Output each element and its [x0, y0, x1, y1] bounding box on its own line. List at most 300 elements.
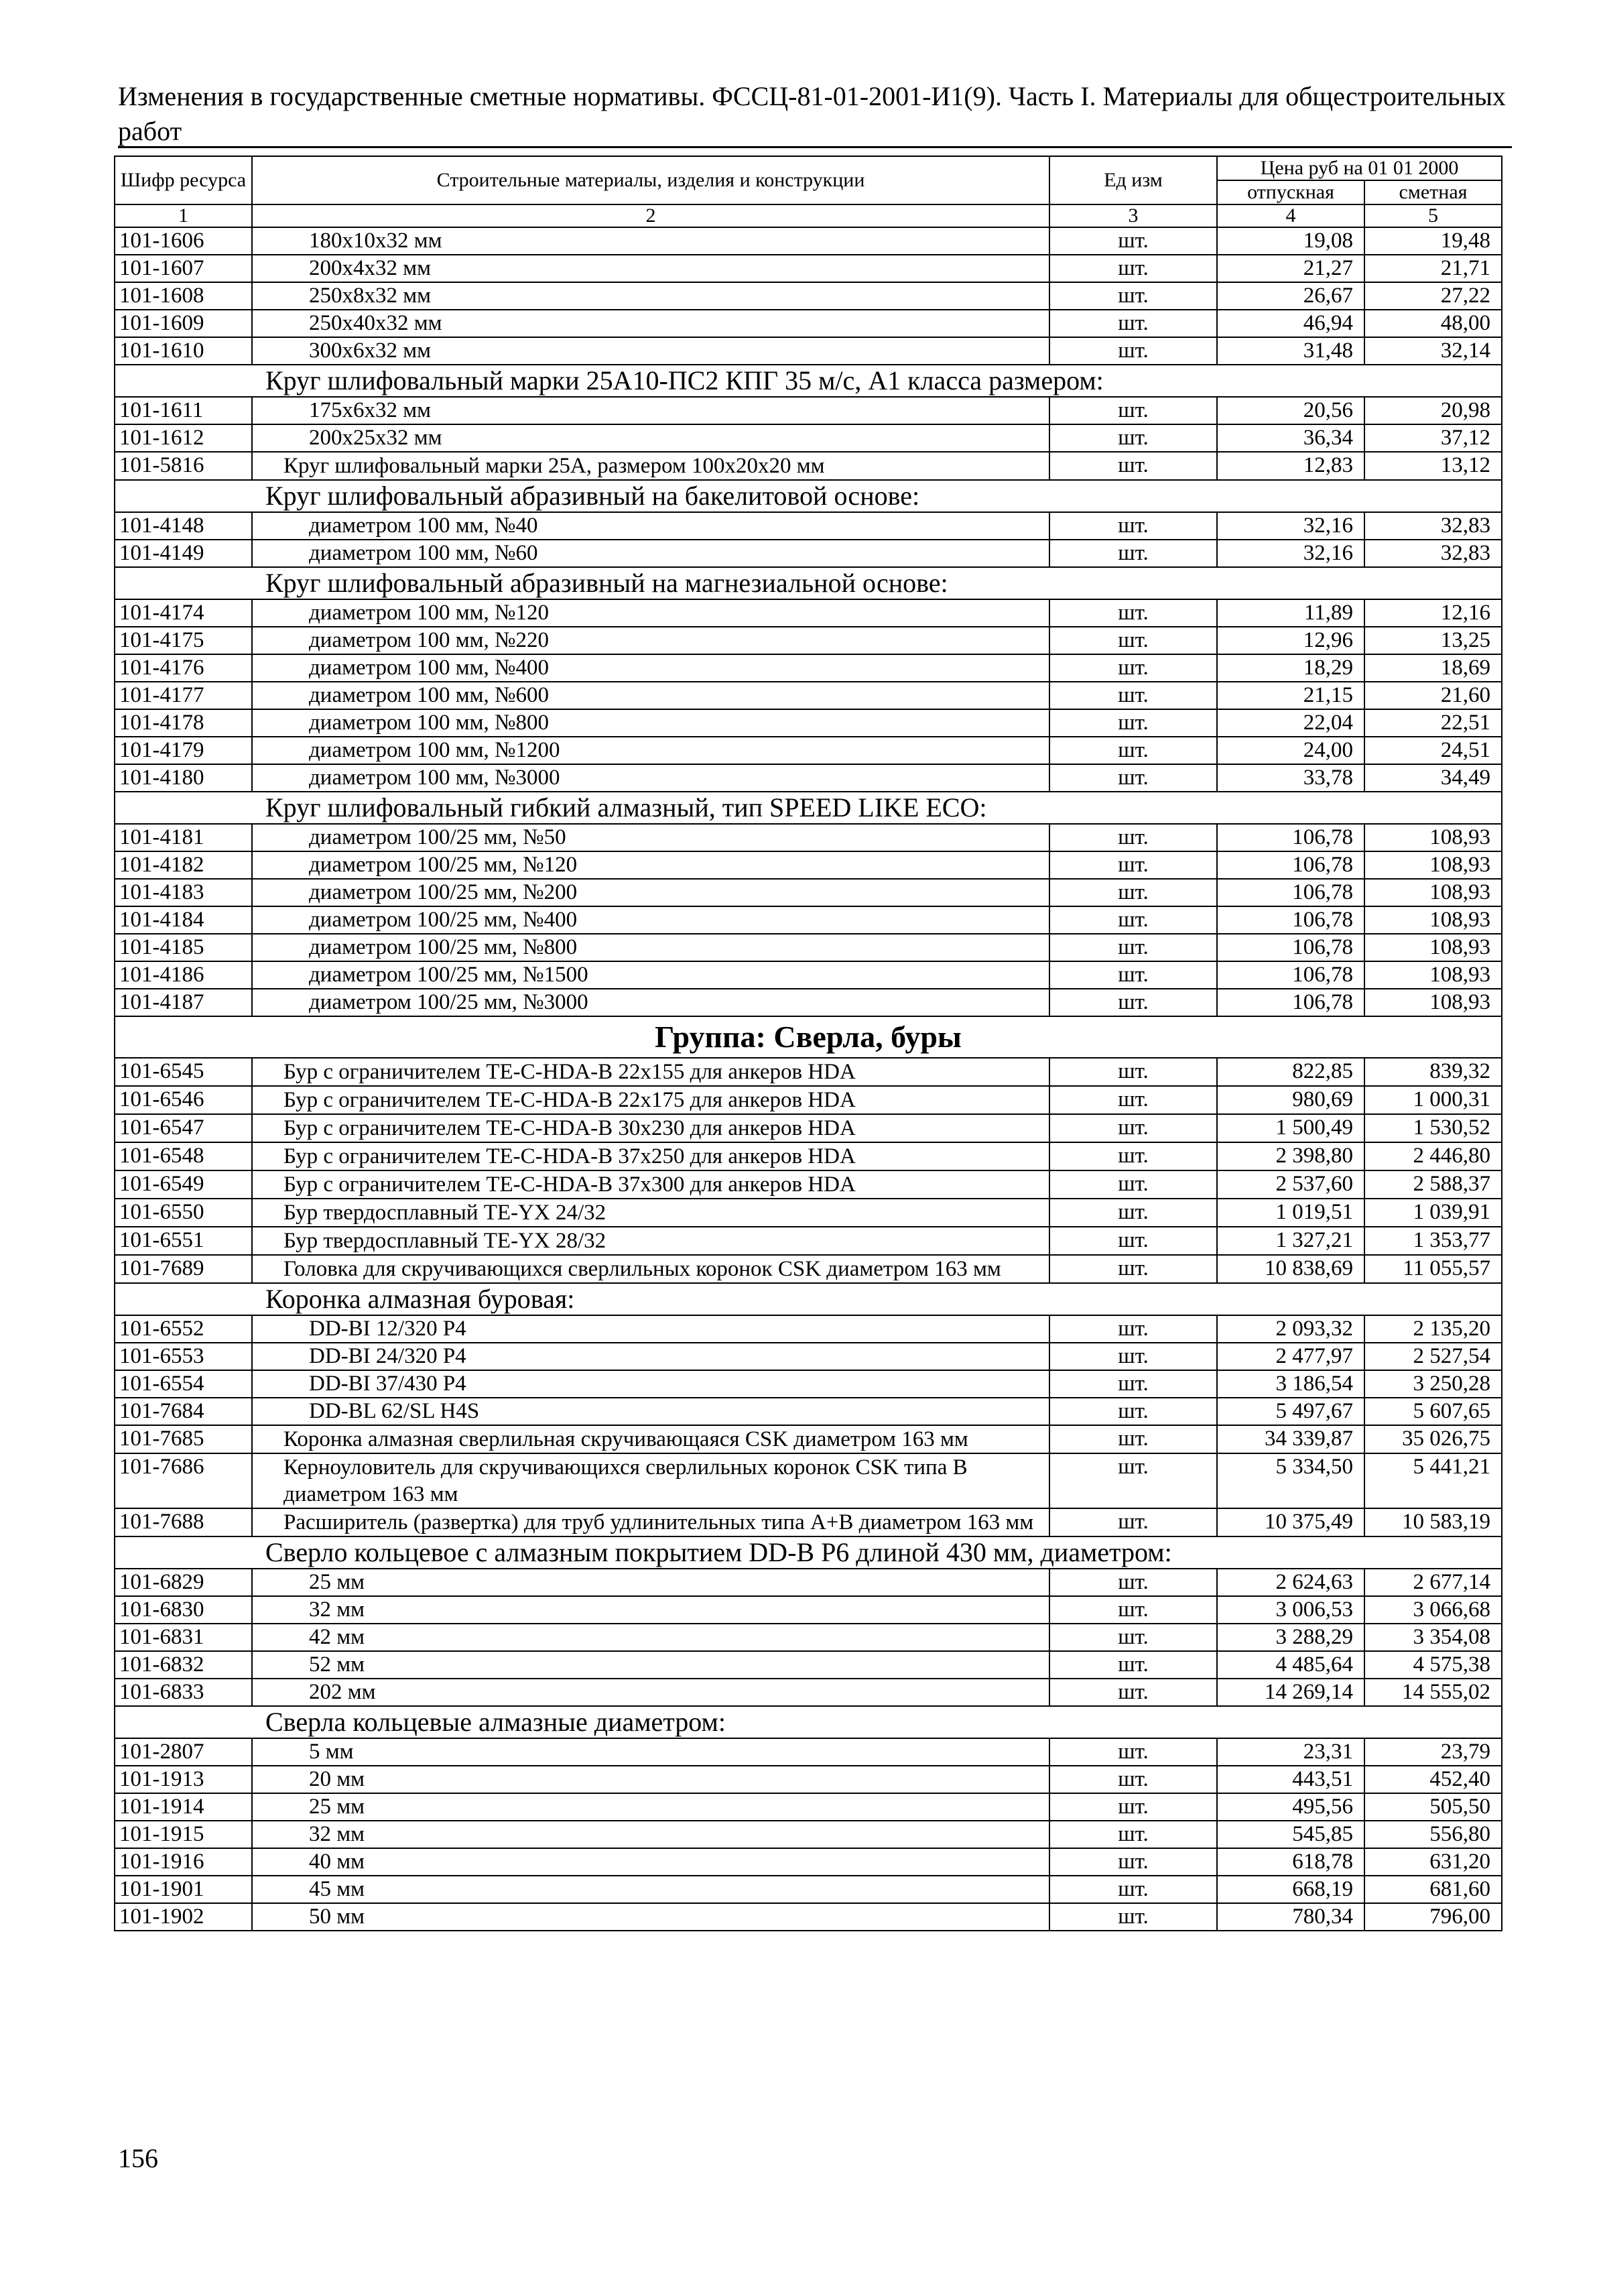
material-name: 52 мм — [252, 1651, 1049, 1679]
release-price: 106,78 — [1217, 989, 1364, 1016]
estimate-price: 10 583,19 — [1364, 1508, 1502, 1536]
table-row — [115, 879, 1502, 906]
unit-cell: шт. — [1049, 1848, 1217, 1876]
table-row — [115, 737, 1502, 764]
estimate-price: 108,93 — [1364, 961, 1502, 989]
release-price: 3 006,53 — [1217, 1596, 1364, 1624]
header-divider — [118, 146, 1512, 148]
resource-code: 101-7686 — [115, 1453, 252, 1508]
unit-cell: шт. — [1049, 1114, 1217, 1142]
unit-cell: шт. — [1049, 397, 1217, 424]
unit-cell: шт. — [1049, 1596, 1217, 1624]
resource-code: 101-6551 — [115, 1227, 252, 1255]
unit-cell: шт. — [1049, 1453, 1217, 1508]
estimate-price: 3 250,28 — [1364, 1370, 1502, 1398]
resource-code: 101-6549 — [115, 1170, 252, 1199]
unit-cell: шт. — [1049, 961, 1217, 989]
release-price: 2 624,63 — [1217, 1569, 1364, 1596]
table-row — [115, 540, 1502, 567]
resource-code: 101-4148 — [115, 512, 252, 540]
estimate-price: 1 039,91 — [1364, 1199, 1502, 1227]
header-unit: Ед изм — [1049, 156, 1217, 204]
table-row — [115, 1199, 1502, 1227]
material-name: 32 мм — [252, 1821, 1049, 1848]
resource-code: 101-4174 — [115, 599, 252, 627]
material-name: 40 мм — [252, 1848, 1049, 1876]
estimate-price: 5 607,65 — [1364, 1398, 1502, 1425]
table-row — [115, 1227, 1502, 1255]
release-price: 980,69 — [1217, 1086, 1364, 1114]
unit-cell: шт. — [1049, 989, 1217, 1016]
table-row — [115, 1876, 1502, 1903]
material-name: 42 мм — [252, 1624, 1049, 1651]
unit-cell: шт. — [1049, 824, 1217, 851]
resource-code: 101-6550 — [115, 1199, 252, 1227]
table-row — [115, 337, 1502, 365]
subheading-row — [115, 480, 1502, 512]
material-name: 25 мм — [252, 1793, 1049, 1821]
resource-code: 101-1610 — [115, 337, 252, 365]
table-row — [115, 1679, 1502, 1706]
unit-cell: шт. — [1049, 1227, 1217, 1255]
unit-cell: шт. — [1049, 1370, 1217, 1398]
subheading: Сверла кольцевые алмазные диаметром: — [115, 1706, 1502, 1738]
material-name: DD-BI 37/430 P4 — [252, 1370, 1049, 1398]
release-price: 21,27 — [1217, 255, 1364, 282]
unit-cell: шт. — [1049, 1903, 1217, 1931]
material-name: Бур твердосплавный TE-YX 28/32 — [252, 1227, 1049, 1255]
resource-code: 101-1913 — [115, 1766, 252, 1793]
resource-code: 101-4178 — [115, 709, 252, 737]
estimate-price: 32,83 — [1364, 540, 1502, 567]
estimate-price: 108,93 — [1364, 989, 1502, 1016]
release-price: 33,78 — [1217, 764, 1364, 792]
release-price: 106,78 — [1217, 906, 1364, 934]
material-name: 175x6x32 мм — [252, 397, 1049, 424]
release-price: 495,56 — [1217, 1793, 1364, 1821]
material-name: Бур твердосплавный TE-YX 24/32 — [252, 1199, 1049, 1227]
header-estimate: сметная — [1364, 180, 1502, 204]
header-price: Цена руб на 01 01 2000 — [1217, 156, 1502, 180]
resource-code: 101-1916 — [115, 1848, 252, 1876]
release-price: 31,48 — [1217, 337, 1364, 365]
subheading: Сверло кольцевое с алмазным покрытием DD-B P6 длиной 430 мм, диаметром: — [115, 1536, 1502, 1569]
unit-cell: шт. — [1049, 627, 1217, 654]
release-price: 2 093,32 — [1217, 1315, 1364, 1343]
subheading-row — [115, 1283, 1502, 1315]
estimate-price: 23,79 — [1364, 1738, 1502, 1766]
material-name: диаметром 100/25 мм, №120 — [252, 851, 1049, 879]
unit-cell: шт. — [1049, 879, 1217, 906]
table-row — [115, 1058, 1502, 1086]
material-name: диаметром 100 мм, №800 — [252, 709, 1049, 737]
unit-cell: шт. — [1049, 1398, 1217, 1425]
group-heading: Группа: Сверла, буры — [115, 1016, 1502, 1058]
release-price: 18,29 — [1217, 654, 1364, 682]
resource-code: 101-4187 — [115, 989, 252, 1016]
material-name: диаметром 100/25 мм, №50 — [252, 824, 1049, 851]
estimate-price: 11 055,57 — [1364, 1255, 1502, 1283]
estimate-price: 34,49 — [1364, 764, 1502, 792]
unit-cell: шт. — [1049, 1821, 1217, 1848]
estimate-price: 14 555,02 — [1364, 1679, 1502, 1706]
material-name: диаметром 100 мм, №400 — [252, 654, 1049, 682]
table-row — [115, 1624, 1502, 1651]
material-name: 250x40x32 мм — [252, 310, 1049, 337]
table-row — [115, 1453, 1502, 1508]
material-name: Головка для скручивающихся сверлильных коронок CSK диаметром 163 мм — [252, 1255, 1049, 1283]
estimate-price: 21,60 — [1364, 682, 1502, 709]
resource-code: 101-6829 — [115, 1569, 252, 1596]
table-row — [115, 961, 1502, 989]
table-row — [115, 452, 1502, 480]
group-heading-row — [115, 1016, 1502, 1058]
resource-code: 101-6553 — [115, 1343, 252, 1370]
unit-cell: шт. — [1049, 1142, 1217, 1170]
unit-cell: шт. — [1049, 1199, 1217, 1227]
resource-code: 101-4182 — [115, 851, 252, 879]
subheading: Круг шлифовальный марки 25А10-ПС2 КПГ 35 м/с, А1 класса размером: — [115, 365, 1502, 397]
unit-cell: шт. — [1049, 1624, 1217, 1651]
price-table — [114, 156, 1502, 1931]
release-price: 34 339,87 — [1217, 1425, 1364, 1453]
resource-code: 101-7689 — [115, 1255, 252, 1283]
subheading-row — [115, 567, 1502, 599]
release-price: 4 485,64 — [1217, 1651, 1364, 1679]
unit-cell: шт. — [1049, 682, 1217, 709]
material-name: диаметром 100 мм, №3000 — [252, 764, 1049, 792]
material-name: 180x10x32 мм — [252, 227, 1049, 255]
material-name: 300x6x32 мм — [252, 337, 1049, 365]
release-price: 5 334,50 — [1217, 1453, 1364, 1508]
resource-code: 101-4181 — [115, 824, 252, 851]
unit-cell: шт. — [1049, 1508, 1217, 1536]
unit-cell: шт. — [1049, 1738, 1217, 1766]
table-row — [115, 227, 1502, 255]
material-name: DD-BI 24/320 P4 — [252, 1343, 1049, 1370]
resource-code: 101-1608 — [115, 282, 252, 310]
estimate-price: 18,69 — [1364, 654, 1502, 682]
resource-code: 101-6833 — [115, 1679, 252, 1706]
unit-cell: шт. — [1049, 764, 1217, 792]
table-row — [115, 310, 1502, 337]
unit-cell: шт. — [1049, 709, 1217, 737]
resource-code: 101-1902 — [115, 1903, 252, 1931]
table-row — [115, 1651, 1502, 1679]
material-name: 25 мм — [252, 1569, 1049, 1596]
resource-code: 101-1606 — [115, 227, 252, 255]
material-name: Коронка алмазная сверлильная скручивающаяся CSK диаметром 163 мм — [252, 1425, 1049, 1453]
unit-cell: шт. — [1049, 540, 1217, 567]
table-row — [115, 1425, 1502, 1453]
column-number: 5 — [1364, 204, 1502, 227]
subheading: Круг шлифовальный абразивный на бакелитовой основе: — [115, 480, 1502, 512]
table-row — [115, 1315, 1502, 1343]
resource-code: 101-7684 — [115, 1398, 252, 1425]
resource-code: 101-7685 — [115, 1425, 252, 1453]
material-name: 202 мм — [252, 1679, 1049, 1706]
unit-cell: шт. — [1049, 1170, 1217, 1199]
release-price: 2 537,60 — [1217, 1170, 1364, 1199]
table-header — [115, 156, 1502, 227]
release-price: 23,31 — [1217, 1738, 1364, 1766]
table-row — [115, 1255, 1502, 1283]
estimate-price: 3 354,08 — [1364, 1624, 1502, 1651]
header-name: Строительные материалы, изделия и конструкции — [252, 156, 1049, 204]
resource-code: 101-4177 — [115, 682, 252, 709]
column-number: 4 — [1217, 204, 1364, 227]
release-price: 24,00 — [1217, 737, 1364, 764]
release-price: 106,78 — [1217, 824, 1364, 851]
release-price: 822,85 — [1217, 1058, 1364, 1086]
resource-code: 101-1901 — [115, 1876, 252, 1903]
estimate-price: 631,20 — [1364, 1848, 1502, 1876]
material-name: DD-BL 62/SL H4S — [252, 1398, 1049, 1425]
table-row — [115, 1738, 1502, 1766]
resource-code: 101-6552 — [115, 1315, 252, 1343]
release-price: 19,08 — [1217, 227, 1364, 255]
table-row — [115, 1821, 1502, 1848]
resource-code: 101-4149 — [115, 540, 252, 567]
unit-cell: шт. — [1049, 851, 1217, 879]
estimate-price: 5 441,21 — [1364, 1453, 1502, 1508]
resource-code: 101-6546 — [115, 1086, 252, 1114]
material-name: 250x8x32 мм — [252, 282, 1049, 310]
material-name: 200x25x32 мм — [252, 424, 1049, 452]
material-name: Бур с ограничителем TE-C-HDA-B 30x230 для анкеров HDA — [252, 1114, 1049, 1142]
resource-code: 101-6830 — [115, 1596, 252, 1624]
table-row — [115, 764, 1502, 792]
release-price: 545,85 — [1217, 1821, 1364, 1848]
table-row — [115, 1508, 1502, 1536]
resource-code: 101-7688 — [115, 1508, 252, 1536]
material-name: Керноуловитель для скручивающихся сверлильных коронок CSK типа В диаметром 163 мм — [252, 1453, 1049, 1508]
estimate-price: 13,12 — [1364, 452, 1502, 480]
table-row — [115, 1114, 1502, 1142]
header-release: отпускная — [1217, 180, 1364, 204]
release-price: 3 186,54 — [1217, 1370, 1364, 1398]
release-price: 3 288,29 — [1217, 1624, 1364, 1651]
release-price: 21,15 — [1217, 682, 1364, 709]
unit-cell: шт. — [1049, 1766, 1217, 1793]
estimate-price: 35 026,75 — [1364, 1425, 1502, 1453]
unit-cell: шт. — [1049, 1343, 1217, 1370]
table-row — [115, 627, 1502, 654]
release-price: 780,34 — [1217, 1903, 1364, 1931]
unit-cell: шт. — [1049, 1255, 1217, 1283]
unit-cell: шт. — [1049, 227, 1217, 255]
resource-code: 101-1914 — [115, 1793, 252, 1821]
release-price: 10 375,49 — [1217, 1508, 1364, 1536]
table-row — [115, 1142, 1502, 1170]
estimate-price: 2 588,37 — [1364, 1170, 1502, 1199]
release-price: 12,83 — [1217, 452, 1364, 480]
release-price: 10 838,69 — [1217, 1255, 1364, 1283]
material-name: 45 мм — [252, 1876, 1049, 1903]
table-row — [115, 1343, 1502, 1370]
unit-cell: шт. — [1049, 599, 1217, 627]
estimate-price: 1 530,52 — [1364, 1114, 1502, 1142]
material-name: DD-BI 12/320 P4 — [252, 1315, 1049, 1343]
table-row — [115, 282, 1502, 310]
release-price: 106,78 — [1217, 961, 1364, 989]
resource-code: 101-6548 — [115, 1142, 252, 1170]
release-price: 14 269,14 — [1217, 1679, 1364, 1706]
estimate-price: 108,93 — [1364, 879, 1502, 906]
column-number: 3 — [1049, 204, 1217, 227]
table-row — [115, 989, 1502, 1016]
column-number: 2 — [252, 204, 1049, 227]
release-price: 1 019,51 — [1217, 1199, 1364, 1227]
release-price: 32,16 — [1217, 540, 1364, 567]
estimate-price: 24,51 — [1364, 737, 1502, 764]
subheading-row — [115, 1706, 1502, 1738]
estimate-price: 1 353,77 — [1364, 1227, 1502, 1255]
resource-code: 101-4186 — [115, 961, 252, 989]
unit-cell: шт. — [1049, 1058, 1217, 1086]
page-number: 156 — [118, 2143, 158, 2173]
estimate-price: 796,00 — [1364, 1903, 1502, 1931]
release-price: 106,78 — [1217, 934, 1364, 961]
table-row — [115, 1793, 1502, 1821]
material-name: 50 мм — [252, 1903, 1049, 1931]
material-name: диаметром 100/25 мм, №1500 — [252, 961, 1049, 989]
table-row — [115, 824, 1502, 851]
estimate-price: 556,80 — [1364, 1821, 1502, 1848]
table-row — [115, 255, 1502, 282]
estimate-price: 19,48 — [1364, 227, 1502, 255]
table-row — [115, 906, 1502, 934]
unit-cell: шт. — [1049, 337, 1217, 365]
estimate-price: 505,50 — [1364, 1793, 1502, 1821]
material-name: диаметром 100 мм, №120 — [252, 599, 1049, 627]
unit-cell: шт. — [1049, 654, 1217, 682]
table-body — [115, 227, 1502, 1931]
release-price: 106,78 — [1217, 851, 1364, 879]
estimate-price: 22,51 — [1364, 709, 1502, 737]
table-row — [115, 397, 1502, 424]
material-name: Расширитель (развертка) для труб удлинительных типа А+В диаметром 163 мм — [252, 1508, 1049, 1536]
unit-cell: шт. — [1049, 512, 1217, 540]
unit-cell: шт. — [1049, 1315, 1217, 1343]
table-row — [115, 599, 1502, 627]
material-name: диаметром 100/25 мм, №800 — [252, 934, 1049, 961]
estimate-price: 2 446,80 — [1364, 1142, 1502, 1170]
release-price: 668,19 — [1217, 1876, 1364, 1903]
unit-cell: шт. — [1049, 934, 1217, 961]
table-row — [115, 512, 1502, 540]
resource-code: 101-4175 — [115, 627, 252, 654]
unit-cell: шт. — [1049, 310, 1217, 337]
estimate-price: 681,60 — [1364, 1876, 1502, 1903]
resource-code: 101-4180 — [115, 764, 252, 792]
release-price: 22,04 — [1217, 709, 1364, 737]
table-row — [115, 424, 1502, 452]
release-price: 2 398,80 — [1217, 1142, 1364, 1170]
material-name: диаметром 100 мм, №220 — [252, 627, 1049, 654]
estimate-price: 27,22 — [1364, 282, 1502, 310]
material-name: Бур с ограничителем TE-C-HDA-B 22x175 для анкеров HDA — [252, 1086, 1049, 1114]
estimate-price: 3 066,68 — [1364, 1596, 1502, 1624]
release-price: 5 497,67 — [1217, 1398, 1364, 1425]
release-price: 20,56 — [1217, 397, 1364, 424]
resource-code: 101-1611 — [115, 397, 252, 424]
material-name: 20 мм — [252, 1766, 1049, 1793]
subheading-row — [115, 1536, 1502, 1569]
unit-cell: шт. — [1049, 1793, 1217, 1821]
unit-cell: шт. — [1049, 906, 1217, 934]
material-name: Бур с ограничителем TE-C-HDA-B 37x250 для анкеров HDA — [252, 1142, 1049, 1170]
material-name: 32 мм — [252, 1596, 1049, 1624]
resource-code: 101-4176 — [115, 654, 252, 682]
table-row — [115, 1569, 1502, 1596]
table-row — [115, 1370, 1502, 1398]
release-price: 443,51 — [1217, 1766, 1364, 1793]
release-price: 36,34 — [1217, 424, 1364, 452]
subheading: Коронка алмазная буровая: — [115, 1283, 1502, 1315]
subheading-row — [115, 365, 1502, 397]
estimate-price: 2 677,14 — [1364, 1569, 1502, 1596]
header-code: Шифр ресурса — [115, 156, 252, 204]
resource-code: 101-1607 — [115, 255, 252, 282]
table-row — [115, 1848, 1502, 1876]
estimate-price: 108,93 — [1364, 851, 1502, 879]
release-price: 1 327,21 — [1217, 1227, 1364, 1255]
unit-cell: шт. — [1049, 1651, 1217, 1679]
estimate-price: 37,12 — [1364, 424, 1502, 452]
table-row — [115, 1398, 1502, 1425]
resource-code: 101-6547 — [115, 1114, 252, 1142]
unit-cell: шт. — [1049, 1569, 1217, 1596]
resource-code: 101-6554 — [115, 1370, 252, 1398]
material-name: диаметром 100 мм, №60 — [252, 540, 1049, 567]
estimate-price: 48,00 — [1364, 310, 1502, 337]
material-name: диаметром 100/25 мм, №3000 — [252, 989, 1049, 1016]
table-row — [115, 1766, 1502, 1793]
subheading-row — [115, 792, 1502, 824]
release-price: 2 477,97 — [1217, 1343, 1364, 1370]
table-row — [115, 934, 1502, 961]
material-name: диаметром 100 мм, №600 — [252, 682, 1049, 709]
table-row — [115, 1086, 1502, 1114]
unit-cell: шт. — [1049, 737, 1217, 764]
resource-code: 101-1915 — [115, 1821, 252, 1848]
estimate-price: 20,98 — [1364, 397, 1502, 424]
material-name: 5 мм — [252, 1738, 1049, 1766]
unit-cell: шт. — [1049, 282, 1217, 310]
resource-code: 101-6545 — [115, 1058, 252, 1086]
table-row — [115, 1903, 1502, 1931]
unit-cell: шт. — [1049, 1679, 1217, 1706]
release-price: 32,16 — [1217, 512, 1364, 540]
estimate-price: 839,32 — [1364, 1058, 1502, 1086]
table-row — [115, 682, 1502, 709]
unit-cell: шт. — [1049, 255, 1217, 282]
material-name: Бур с ограничителем TE-C-HDA-B 22x155 для анкеров HDA — [252, 1058, 1049, 1086]
resource-code: 101-6832 — [115, 1651, 252, 1679]
resource-code: 101-6831 — [115, 1624, 252, 1651]
release-price: 11,89 — [1217, 599, 1364, 627]
estimate-price: 108,93 — [1364, 906, 1502, 934]
unit-cell: шт. — [1049, 1876, 1217, 1903]
estimate-price: 1 000,31 — [1364, 1086, 1502, 1114]
table-row — [115, 1170, 1502, 1199]
unit-cell: шт. — [1049, 424, 1217, 452]
material-name: диаметром 100/25 мм, №400 — [252, 906, 1049, 934]
unit-cell: шт. — [1049, 452, 1217, 480]
estimate-price: 452,40 — [1364, 1766, 1502, 1793]
release-price: 46,94 — [1217, 310, 1364, 337]
